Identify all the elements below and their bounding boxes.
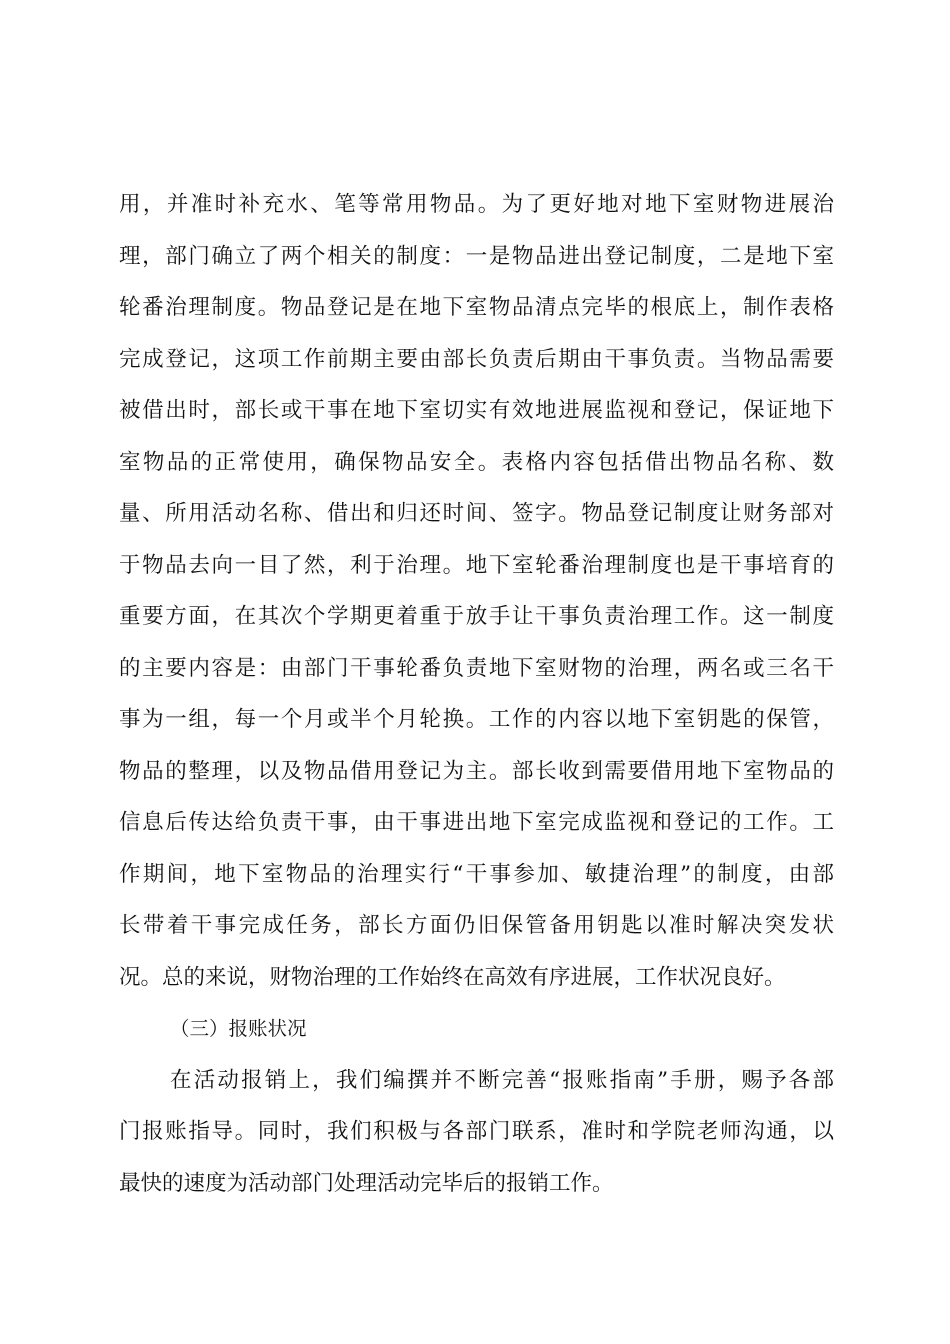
paragraph-1-line-8: 于物品去向一目了然，利于治理。地下室轮番治理制度也是干事培育的 (119, 553, 834, 578)
paragraph-1-line-14: 作期间，地下室物品的治理实行“干事参加、敏捷治理”的制度，由部 (119, 862, 834, 887)
paragraph-1-line-7: 量、所用活动名称、借出和归还时间、签字。物品登记制度让财务部对 (119, 501, 834, 526)
paragraph-1-line-15: 长带着干事完成任务，部长方面仍旧保管备用钥匙以准时解决突发状 (119, 913, 834, 938)
paragraph-2-line-2: 门报账指导。同时，我们积极与各部门联系，准时和学院老师沟通，以 (119, 1119, 834, 1144)
paragraph-1-line-5: 被借出时，部长或干事在地下室切实有效地进展监视和登记，保证地下 (119, 398, 834, 423)
paragraph-1-line-16: 况。总的来说，财物治理的工作始终在高效有序进展，工作状况良好。 (119, 965, 786, 990)
paragraph-1-line-2: 理，部门确立了两个相关的制度：一是物品进出登记制度，二是地下室 (119, 244, 834, 269)
paragraph-1-line-6: 室物品的正常使用，确保物品安全。表格内容包括借出物品名称、数 (119, 450, 834, 475)
paragraph-2-line-1: 在活动报销上，我们编撰并不断完善“报账指南”手册，赐予各部 (170, 1068, 834, 1093)
paragraph-1-line-3: 轮番治理制度。物品登记是在地下室物品清点完毕的根底上，制作表格 (119, 295, 834, 320)
paragraph-1-line-12: 物品的整理，以及物品借用登记为主。部长收到需要借用地下室物品的 (119, 759, 834, 784)
paragraph-1-line-11: 事为一组，每一个月或半个月轮换。工作的内容以地下室钥匙的保管， (119, 707, 834, 732)
paragraph-1-line-9: 重要方面，在其次个学期更着重于放手让干事负责治理工作。这一制度 (119, 604, 834, 629)
paragraph-2-line-3: 最快的速度为活动部门处理活动完毕后的报销工作。 (119, 1171, 614, 1196)
section-heading: （三）报账状况 (170, 1017, 307, 1040)
paragraph-1-line-10: 的主要内容是：由部门干事轮番负责地下室财物的治理，两名或三名干 (119, 656, 834, 681)
paragraph-1-line-1: 用，并准时补充水、笔等常用物品。为了更好地对地下室财物进展治 (119, 192, 834, 217)
paragraph-1-line-13: 信息后传达给负责干事，由干事进出地下室完成监视和登记的工作。工 (119, 810, 834, 835)
paragraph-1-line-4: 完成登记，这项工作前期主要由部长负责后期由干事负责。当物品需要 (119, 347, 834, 372)
